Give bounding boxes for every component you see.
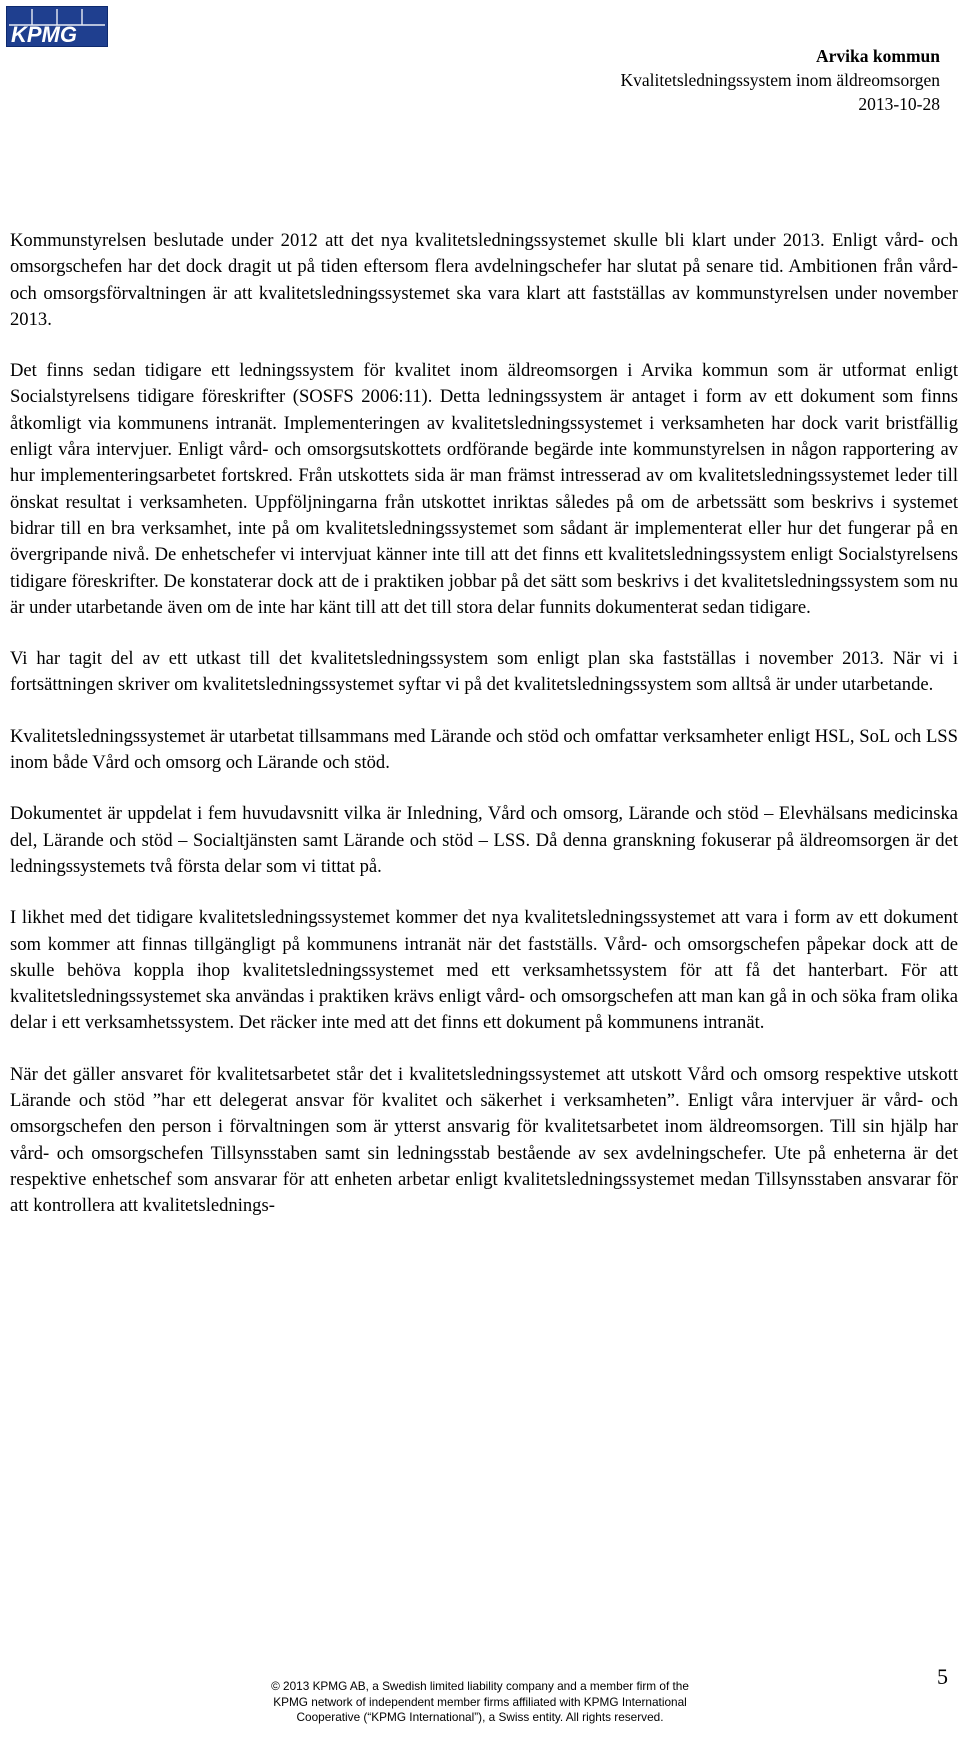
- kpmg-logo-text: KPMG: [11, 22, 77, 46]
- footer-line: KPMG network of independent member firms affiliated with KPMG International: [273, 1694, 687, 1709]
- page-number: 5: [937, 1664, 948, 1689]
- document-body: [10, 228, 958, 1220]
- paragraph: Kommunstyrelsen beslutade under 2012 att det nya kvalitetsledningssystemet skulle bli klart under 2013. Enligt vård- och omsorgschefen har det dock dragit ut på tiden eftersom flera avdelningschefer har slutat på senare tid. Ambitionen från vård- och omsorgsförvaltningen är att kvalitetsledningssystemet ska vara klart att fastställas av kommunstyrelsen under november 2013.: [10, 230, 958, 330]
- header-org: Arvika kommun: [816, 46, 940, 66]
- paragraph: Dokumentet är uppdelat i fem huvudavsnitt vilka är Inledning, Vård och omsorg, Lärande och stöd – Elevhälsans medicinska del, Lärande och stöd – Socialtjänsten samt Lärande och stöd – LSS. Då denna granskning fokuserar på äldreomsorgen är det ledningssystemets två första delar som vi tittat på.: [10, 803, 958, 877]
- kpmg-logo-icon: [7, 7, 107, 46]
- paragraph: När det gäller ansvaret för kvalitetsarbetet står det i kvalitetsledningssystemet att utskott Vård och omsorg respektive utskott Lärande och stöd ”har ett delegerat ansvar för kvalitet och säkerhet i verksamheten”. Enligt våra intervjuer är vård- och omsorgschefen den person i förvaltningen som är ytterst ansvarig för kvalitetsarbetet inom äldreomsorgen. Till sin hjälp har vård- och omsorgschefen Tillsynsstaben samt sin ledningsstab bestående av sex avdelningschefer. Ute på enheterna är det respektive enhetschef som ansvarar för att enheten arbetar enligt kvalitetsledningssystemet medan Tillsynsstaben ansvarar för att kontrollera att kvalitetslednings-: [10, 1063, 958, 1217]
- footer-line: Cooperative (“KPMG International”), a Swiss entity. All rights reserved.: [296, 1710, 664, 1724]
- footer-line: © 2013 KPMG AB, a Swedish limited liability company and a member firm of the: [271, 1679, 689, 1693]
- paragraph: I likhet med det tidigare kvalitetsledningssystemet kommer det nya kvalitetsledningssystemet att vara i form av ett dokument som kommer att finnas tillgängligt på kommunens intranät när det fastställs. Vård- och omsorgschefen påpekar dock att de skulle behöva koppla ihop kvalitetsledningssystemet med ett verksamhetssystem för att få det hanterbart. För att kvalitetsledningssystemet ska användas i praktiken krävs enligt vård- och omsorgschefen att man kan gå in och söka fram olika delar i ett verksamhetssystem. Det räcker inte med att det finns ett dokument på kommunens intranät.: [10, 907, 958, 1034]
- page-header: [621, 44, 941, 116]
- header-date: 2013-10-28: [858, 94, 940, 114]
- kpmg-logo: [6, 6, 108, 47]
- paragraph: Kvalitetsledningssystemet är utarbetat tillsammans med Lärande och stöd och omfattar verksamheter enligt HSL, SoL och LSS inom både Vård och omsorg och Lärande och stöd.: [10, 725, 958, 774]
- paragraph: Vi har tagit del av ett utkast till det kvalitetsledningssystem som enligt plan ska fastställas i november 2013. När vi i fortsättningen skriver om kvalitetsledningssystemet syftar vi på det kvalitetsledningssystem som alltså är under utarbetande.: [10, 648, 958, 696]
- paragraph: Det finns sedan tidigare ett ledningssystem för kvalitet inom äldreomsorgen i Arvika kommun som är utformat enligt Socialstyrelsens tidigare föreskrifter (SOSFS 2006:11). Detta ledningssystem är antaget i form av ett dokument som finns åtkomligt via kommunens intranät. Implementeringen av kvalitetsledningssystemet i verksamheten har dock varit bristfällig enligt våra intervjuer. Enligt vård- och omsorgsutskottets ordförande begärde inte kommunstyrelsen in någon rapportering av hur implementeringsarbetet fortskred. Från utskottets sida är man främst intresserad av om kvalitetsledningssystemet leder till önskat resultat i verksamheten. Uppföljningarna från utskottet inriktas således på om de arbetssätt som beskrivs i systemet bidrar till en bra verksamhet, inte på om kvalitetsledningssystemet som sådant är implementerat eller hur det fungerar på en övergripande nivå. De enhetschefer vi intervjuat känner inte till att det finns ett kvalitetsledningssystem enligt Socialstyrelsens tidigare föreskrifter. De konstaterar dock att de i praktiken jobbar på det sätt som beskrivs i det kvalitetsledningssystem som nu är under utarbetande även om de inte har känt till att det till stora delar funnits dokumenterat sedan tidigare.: [10, 360, 958, 618]
- header-subtitle: Kvalitetsledningssystem inom äldreomsorgen: [620, 70, 940, 90]
- copyright-footer: [200, 1679, 760, 1726]
